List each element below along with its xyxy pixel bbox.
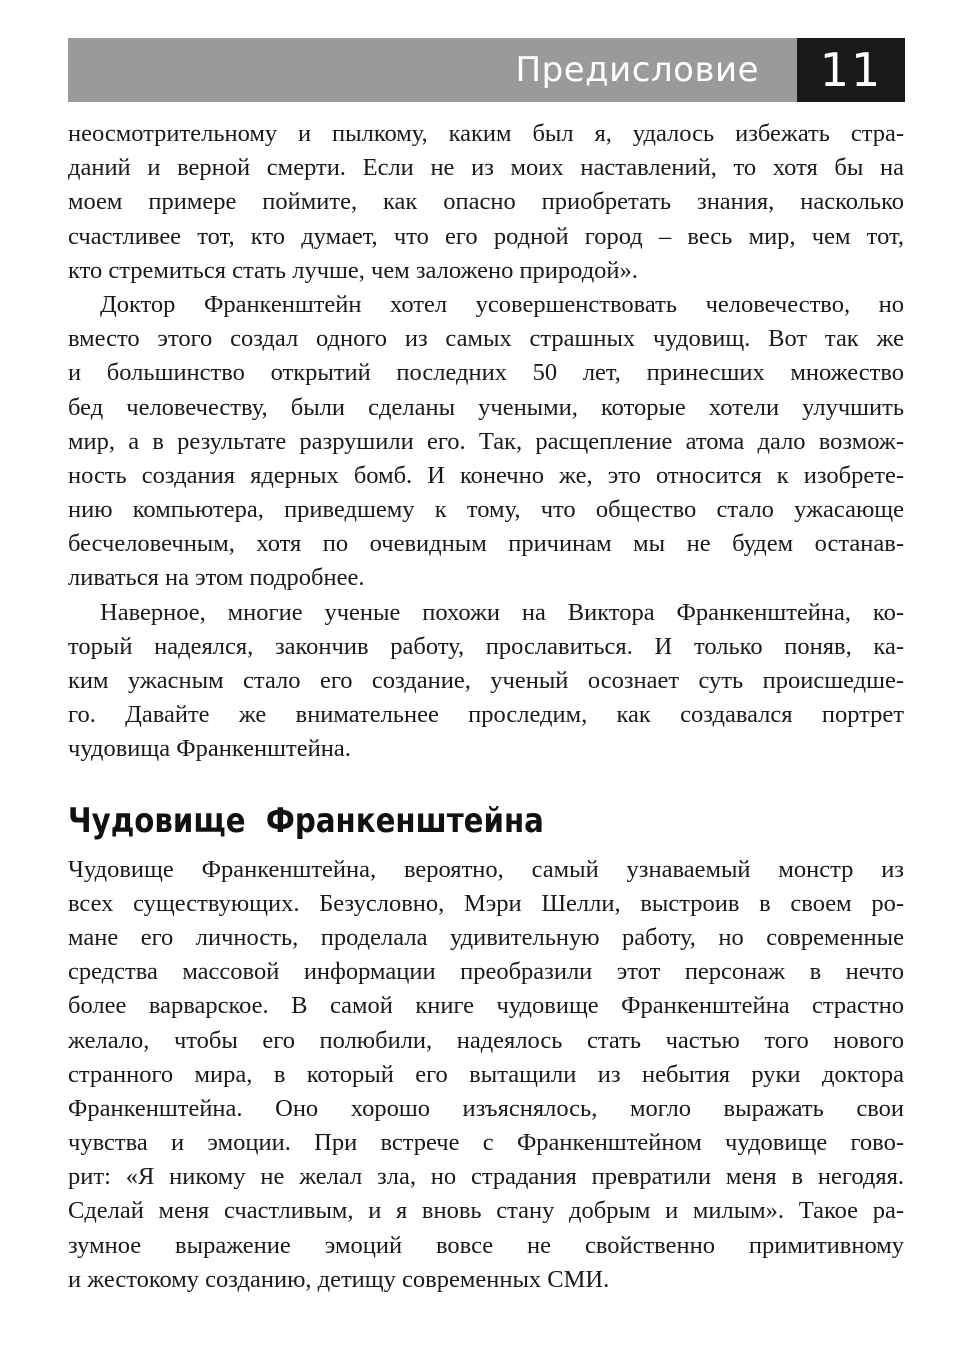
page-number-box <box>797 38 905 102</box>
text-line: всех существующих. Безусловно, Мэри Шелли, выстроив в своем ро- <box>68 889 904 917</box>
text-line: го. Давайте же внимательнее проследим, как создавался портрет <box>68 701 904 729</box>
text-line: ким ужасным стало его создание, ученый осознает суть происшедше- <box>68 667 904 694</box>
paragraph-1 <box>68 117 904 288</box>
text-line: моем примере поймите, как опасно приобретать знания, насколько <box>68 188 904 216</box>
text-line: ность создания ядерных бомб. И конечно же, это относится к изобрете- <box>68 461 904 489</box>
text-line: странного мира, в который его вытащили из небытия руки доктора <box>68 1060 904 1088</box>
text-line: рит: «Я никому не желал зла, но страдания превратили меня в негодяя. <box>68 1163 904 1191</box>
paragraph-4 <box>68 853 904 1297</box>
page-body <box>68 117 904 1297</box>
text-line: даний и верной смерти. Если не из моих наставлений, то хотя бы на <box>68 154 904 182</box>
text-line: и жестокому созданию, детищу современных СМИ. <box>68 1265 610 1293</box>
chapter-title: Предисловие <box>515 50 759 90</box>
paragraph-2 <box>68 288 904 596</box>
text-line: торый надеялся, закончив работу, прославиться. И только поняв, ка- <box>68 632 904 660</box>
header-bar <box>68 38 797 102</box>
text-line: неосмотрительному и пылкому, каким был я, удалось избежать стра- <box>68 120 904 147</box>
text-line: чувства и эмоции. При встрече с Франкенштейном чудовище гово- <box>68 1129 904 1157</box>
text-line: более варварское. В самой книге чудовище Франкенштейна страстно <box>68 992 904 1020</box>
section-heading: Чудовище Франкенштейна <box>68 800 544 841</box>
text-line: и большинство открытий последних 50 лет, принесших множество <box>68 359 904 387</box>
text-line: чудовища Франкенштейна. <box>68 735 351 763</box>
text-line: счастливее тот, кто думает, что его родной город – весь мир, чем тот, <box>68 222 904 250</box>
text-line: кто стремиться стать лучше, чем заложено природой». <box>68 256 638 284</box>
text-line: Доктор Франкенштейн хотел усовершенствовать человечество, но <box>100 290 904 318</box>
text-line: зумное выражение эмоций вовсе не свойственно примитивному <box>68 1231 904 1259</box>
text-line: Франкенштейна. Оно хорошо изъяснялось, могло выражать свои <box>68 1094 904 1122</box>
text-line: бесчеловечным, хотя по очевидным причинам мы не будем останав- <box>68 530 904 558</box>
text-line: ливаться на этом подробнее. <box>68 564 365 592</box>
text-line: Чудовище Франкенштейна, вероятно, самый узнаваемый монстр из <box>68 855 904 883</box>
text-line: нию компьютера, приведшему к тому, что общество стало ужасающе <box>68 496 904 524</box>
page-number: 11 <box>819 43 883 97</box>
running-header <box>68 38 905 102</box>
text-line: мир, а в результате разрушили его. Так, расщепление атома дало возмож- <box>68 427 904 455</box>
text-line: Наверное, многие ученые похожи на Виктора Франкенштейна, ко- <box>100 598 904 626</box>
paragraph-3 <box>68 596 904 767</box>
text-line: мане его личность, проделала удивительную работу, но современные <box>68 923 904 951</box>
text-line: желало, чтобы его полюбили, надеялось стать частью того нового <box>68 1026 904 1054</box>
text-line: вместо этого создал одного из самых страшных чудовищ. Вот так же <box>68 325 904 353</box>
text-line: Сделай меня счастливым, и я вновь стану добрым и милым». Такое ра- <box>68 1197 904 1225</box>
text-line: бед человечеству, были сделаны учеными, которые хотели улучшить <box>68 393 904 421</box>
text-line: средства массовой информации преобразили этот персонаж в нечто <box>68 958 904 986</box>
